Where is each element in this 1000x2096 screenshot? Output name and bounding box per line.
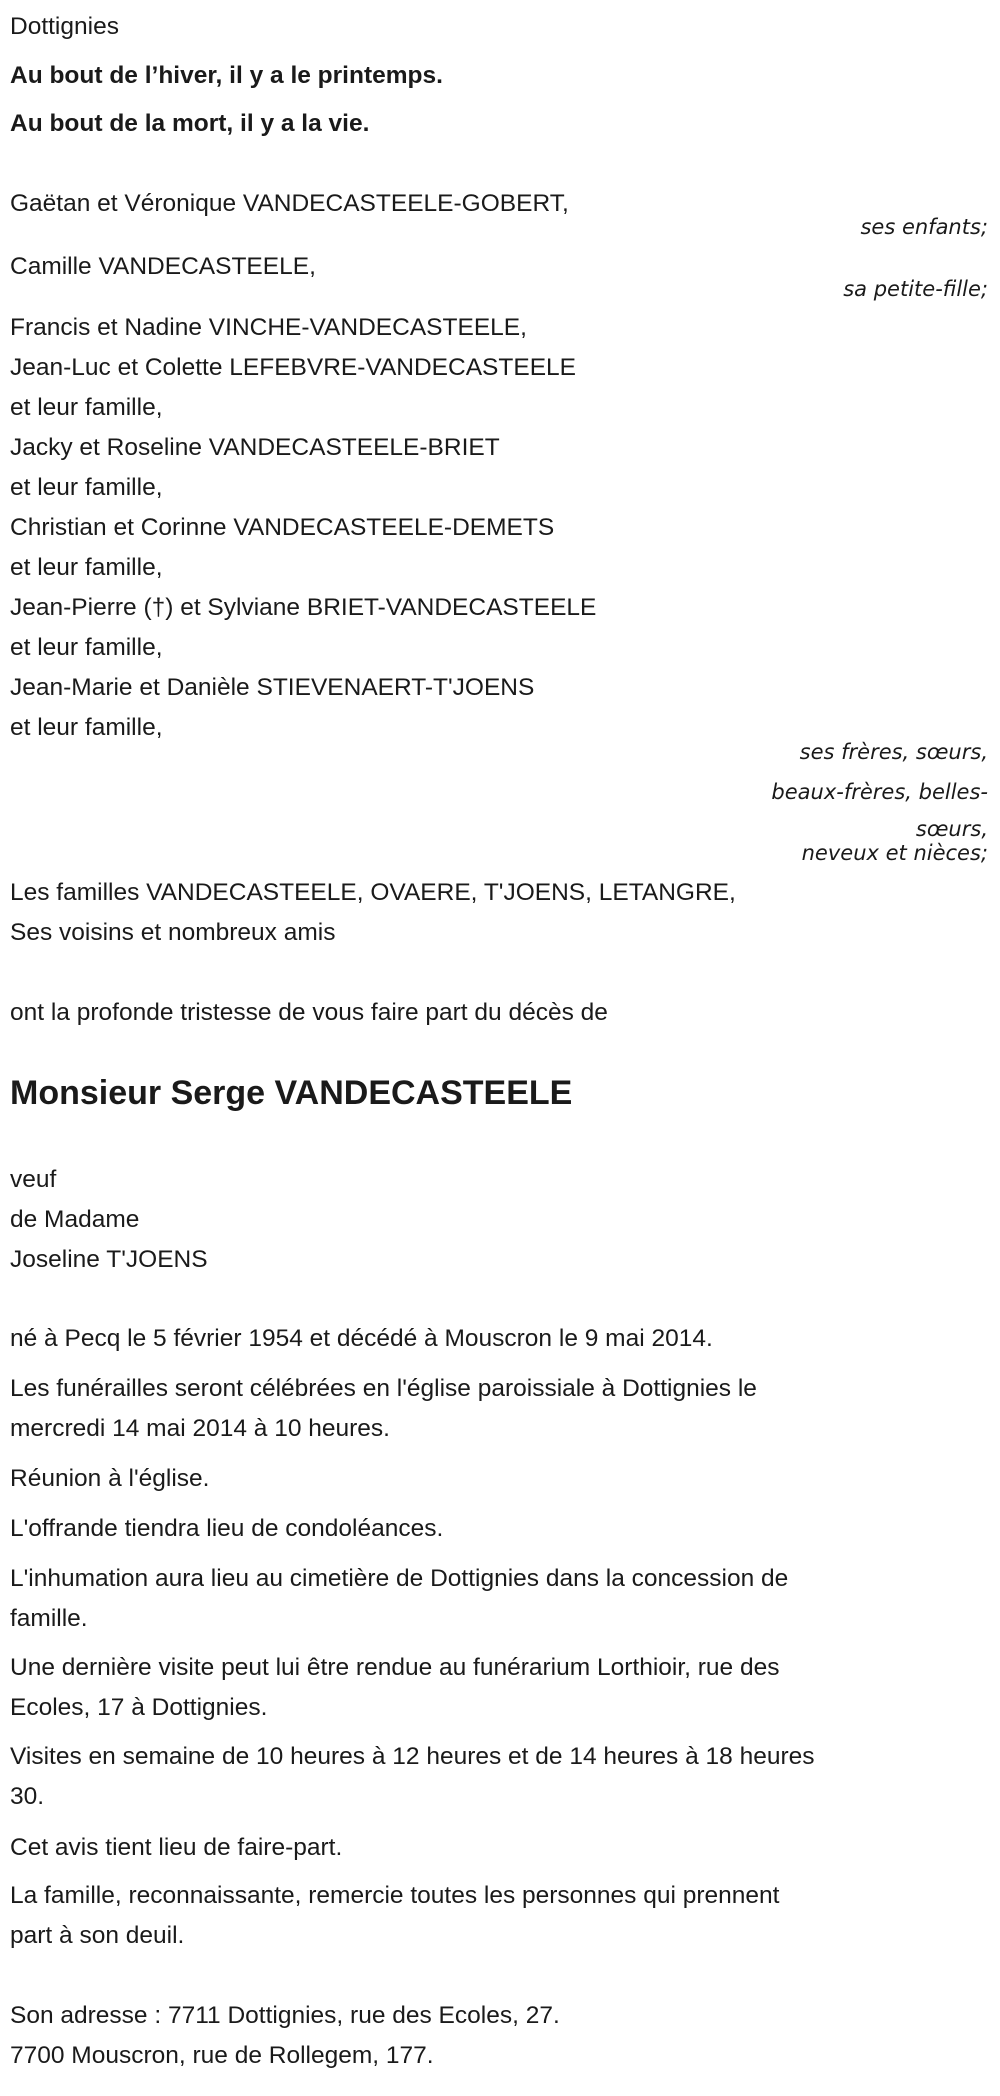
spouse-line: veuf bbox=[10, 1166, 57, 1193]
sibling-line: et leur famille, bbox=[10, 394, 163, 421]
detail-line: Les funérailles seront célébrées en l'église paroissiale à Dottignies le bbox=[10, 1375, 757, 1402]
address-line: 7700 Mouscron, rue de Rollegem, 177. bbox=[10, 2042, 434, 2069]
address-line: Son adresse : 7711 Dottignies, rue des Ecoles, 27. bbox=[10, 2002, 560, 2029]
sibling-line: Christian et Corinne VANDECASTEELE-DEMETS bbox=[10, 514, 555, 541]
spouse-line: Joseline T'JOENS bbox=[10, 1246, 208, 1273]
sibling-line: Jacky et Roseline VANDECASTEELE-BRIET bbox=[10, 434, 500, 461]
sibling-line: Francis et Nadine VINCHE-VANDECASTEELE, bbox=[10, 314, 527, 341]
place: Dottignies bbox=[10, 13, 119, 40]
sibling-line: et leur famille, bbox=[10, 554, 163, 581]
detail-line: L'offrande tiendra lieu de condoléances. bbox=[10, 1515, 444, 1542]
detail-line: part à son deuil. bbox=[10, 1922, 185, 1949]
sibling-line: et leur famille, bbox=[10, 634, 163, 661]
siblings-role: neveux et nièces; bbox=[801, 841, 988, 865]
sibling-line: Jean-Pierre (†) et Sylviane BRIET-VANDECASTEELE bbox=[10, 594, 597, 621]
detail-line: né à Pecq le 5 février 1954 et décédé à Mouscron le 9 mai 2014. bbox=[10, 1325, 713, 1352]
detail-line: Cet avis tient lieu de faire-part. bbox=[10, 1834, 343, 1861]
siblings-role: ses frères, sœurs, bbox=[799, 740, 988, 764]
siblings-role: sœurs, bbox=[915, 817, 988, 841]
spouse-line: de Madame bbox=[10, 1206, 140, 1233]
detail-line: La famille, reconnaissante, remercie toutes les personnes qui prennent bbox=[10, 1882, 780, 1909]
announcement: ont la profonde tristesse de vous faire part du décès de bbox=[10, 999, 608, 1026]
granddaughter-line: Camille VANDECASTEELE, bbox=[10, 253, 316, 280]
sibling-line: Jean-Marie et Danièle STIEVENAERT-T'JOENS bbox=[10, 674, 535, 701]
children-role: ses enfants; bbox=[860, 215, 988, 239]
detail-line: 30. bbox=[10, 1783, 45, 1810]
quote-line-2: Au bout de la mort, il y a la vie. bbox=[10, 110, 370, 137]
deceased-name: Monsieur Serge VANDECASTEELE bbox=[10, 1074, 573, 1112]
detail-line: famille. bbox=[10, 1605, 88, 1632]
siblings-role: beaux-frères, belles- bbox=[771, 780, 988, 804]
sibling-line: Jean-Luc et Colette LEFEBVRE-VANDECASTEELE bbox=[10, 354, 577, 381]
children-line: Gaëtan et Véronique VANDECASTEELE-GOBERT, bbox=[10, 190, 569, 217]
detail-line: L'inhumation aura lieu au cimetière de Dottignies dans la concession de bbox=[10, 1565, 789, 1592]
detail-line: mercredi 14 mai 2014 à 10 heures. bbox=[10, 1415, 390, 1442]
sibling-line: et leur famille, bbox=[10, 714, 163, 741]
sibling-line: et leur famille, bbox=[10, 474, 163, 501]
quote-line-1: Au bout de l’hiver, il y a le printemps. bbox=[10, 62, 443, 89]
detail-line: Visites en semaine de 10 heures à 12 heures et de 14 heures à 18 heures bbox=[10, 1743, 815, 1770]
detail-line: Réunion à l'église. bbox=[10, 1465, 210, 1492]
detail-line: Ecoles, 17 à Dottignies. bbox=[10, 1694, 268, 1721]
granddaughter-role: sa petite-fille; bbox=[843, 277, 988, 301]
others-line: Ses voisins et nombreux amis bbox=[10, 919, 336, 946]
detail-line: Une dernière visite peut lui être rendue au funérarium Lorthioir, rue des bbox=[10, 1654, 780, 1681]
others-line: Les familles VANDECASTEELE, OVAERE, T'JOENS, LETANGRE, bbox=[10, 879, 736, 906]
